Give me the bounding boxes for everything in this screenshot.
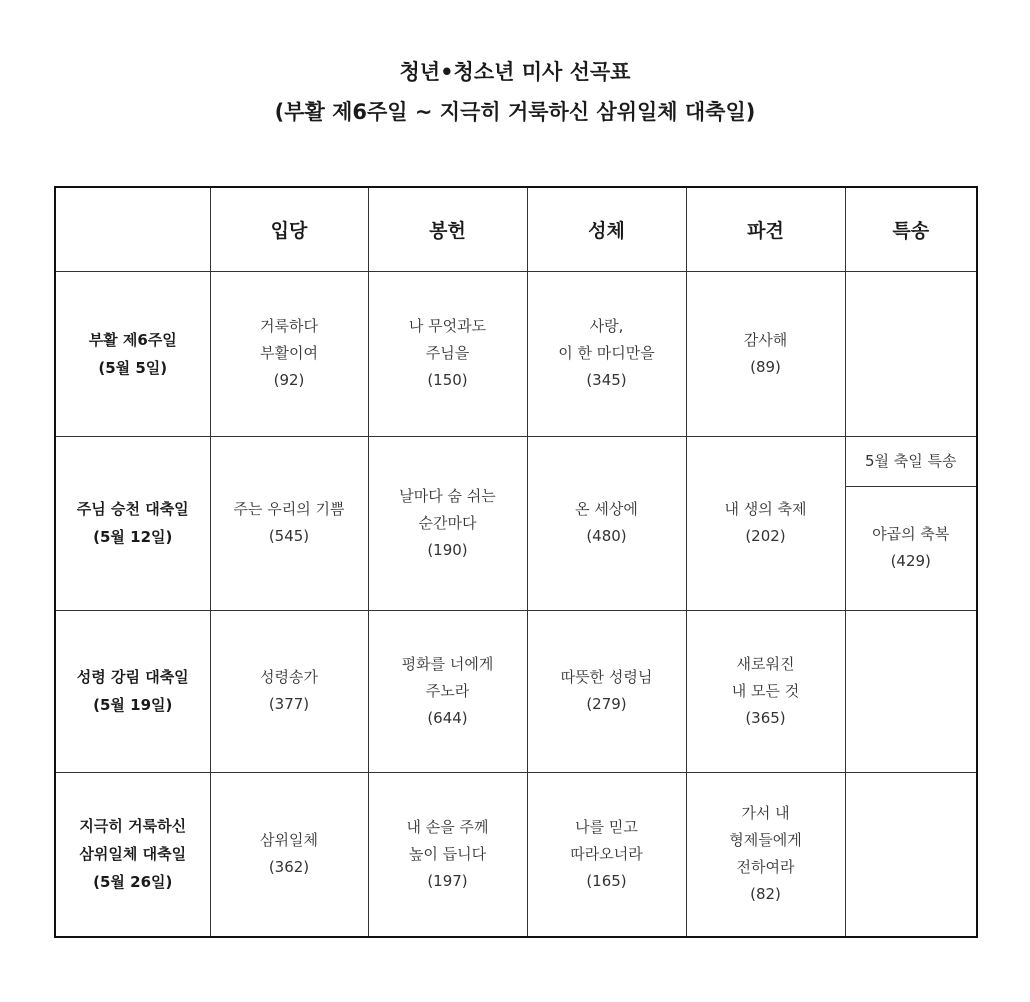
song-number: (279) <box>586 695 627 713</box>
song-line: 가서 내 <box>741 804 790 823</box>
song-line: 내 손을 주께 <box>406 817 489 836</box>
song-number: (365) <box>745 708 786 727</box>
song-line: 주노라 <box>425 681 470 700</box>
header-dismissal: 파견 <box>686 187 845 271</box>
table-row <box>55 610 977 772</box>
special-cell-empty <box>845 772 977 937</box>
row-date-line: 성령 강림 대축일 <box>76 668 189 686</box>
offertory-cell <box>368 271 527 436</box>
song-number: (644) <box>427 708 468 727</box>
row-date-line: 삼위일체 대축일 <box>79 845 187 864</box>
song-line: 이 한 마디만을 <box>558 344 655 362</box>
song-number: (89) <box>750 357 781 376</box>
song-line: 나 무엇과도 <box>408 317 487 335</box>
song-number: (165) <box>586 871 627 890</box>
table-row <box>55 436 977 486</box>
title-subtitle: (부활 제6주일 ~ 지극히 거룩하신 삼위일체 대축일) <box>274 100 756 124</box>
header-communion: 성체 <box>527 187 686 271</box>
title-main: 청년•청소년 미사 선곡표 <box>399 60 631 84</box>
special-header-label: 5월 축일 특송 <box>864 451 957 470</box>
song-line: 순간마다 <box>418 513 477 532</box>
offertory-cell <box>368 772 527 937</box>
song-line: 주님을 <box>425 344 470 362</box>
row-date-line: 지극히 거룩하신 <box>79 817 187 836</box>
special-header-cell <box>845 436 977 486</box>
entrance-cell <box>210 772 368 937</box>
song-line: 감사해 <box>743 330 788 349</box>
table-row <box>55 271 977 436</box>
song-number: (202) <box>745 527 786 545</box>
song-line: 새로워진 <box>736 654 795 673</box>
row-date-line: (5월 19일) <box>93 696 173 714</box>
header-row <box>55 187 977 271</box>
dismissal-cell <box>686 772 845 937</box>
dismissal-cell <box>686 271 845 436</box>
song-line: 내 생의 축제 <box>724 500 807 518</box>
communion-cell <box>527 610 686 772</box>
song-number: (190) <box>427 540 468 559</box>
header-offertory: 봉헌 <box>368 187 527 271</box>
communion-cell <box>527 436 686 610</box>
song-line: 사랑, <box>589 317 624 335</box>
song-line: 따뜻한 성령님 <box>560 668 653 686</box>
special-cell <box>845 486 977 610</box>
song-line: 내 모든 것 <box>731 681 800 700</box>
song-line: 삼위일체 <box>260 831 318 850</box>
row-date-line: 주님 승천 대축일 <box>76 500 189 518</box>
song-schedule-table <box>54 186 978 938</box>
song-line: 전하여라 <box>736 858 795 877</box>
song-line: 형제들에게 <box>729 831 802 850</box>
entrance-cell <box>210 271 368 436</box>
row-date-cell <box>55 772 210 937</box>
song-number: (197) <box>427 871 468 890</box>
song-number: (480) <box>586 527 627 545</box>
song-line: 평화를 너에게 <box>401 654 494 673</box>
row-date-line: (5월 12일) <box>93 528 173 546</box>
song-line: 성령송가 <box>260 668 318 686</box>
song-line: 온 세상에 <box>575 500 638 518</box>
song-line: 날마다 숨 쉬는 <box>399 486 496 505</box>
row-date-line: 부활 제6주일 <box>88 330 177 349</box>
header-entrance: 입당 <box>210 187 368 271</box>
song-number: (545) <box>268 527 310 545</box>
special-cell-empty <box>845 610 977 772</box>
table-row <box>55 772 977 937</box>
offertory-cell <box>368 610 527 772</box>
song-line: 나를 믿고 <box>575 817 638 836</box>
row-date-line: (5월 5일) <box>98 358 168 377</box>
song-line: 높이 듭니다 <box>408 844 487 863</box>
communion-cell <box>527 271 686 436</box>
entrance-cell <box>210 436 368 610</box>
row-date-cell <box>55 610 210 772</box>
row-date-line: (5월 26일) <box>93 873 173 892</box>
communion-cell <box>527 772 686 937</box>
header-special: 특송 <box>845 187 977 271</box>
dismissal-cell <box>686 436 845 610</box>
entrance-cell <box>210 610 368 772</box>
song-number: (345) <box>586 371 627 389</box>
row-date-cell <box>55 271 210 436</box>
song-number: (429) <box>890 552 931 570</box>
header-corner <box>55 187 210 271</box>
dismissal-cell <box>686 610 845 772</box>
row-date-cell <box>55 436 210 610</box>
song-number: (82) <box>750 885 781 904</box>
offertory-cell <box>368 436 527 610</box>
song-number: (377) <box>268 695 310 713</box>
document-title <box>0 52 1030 132</box>
song-line: 부활이여 <box>260 344 318 362</box>
special-cell-empty <box>845 271 977 436</box>
song-line: 거룩하다 <box>260 317 318 335</box>
song-number: (92) <box>273 371 305 389</box>
song-number: (362) <box>268 858 310 877</box>
song-line: 주는 우리의 기쁨 <box>233 500 345 518</box>
song-line: 따라오너라 <box>570 844 643 863</box>
song-number: (150) <box>427 371 468 389</box>
song-line: 야곱의 축복 <box>872 525 950 543</box>
